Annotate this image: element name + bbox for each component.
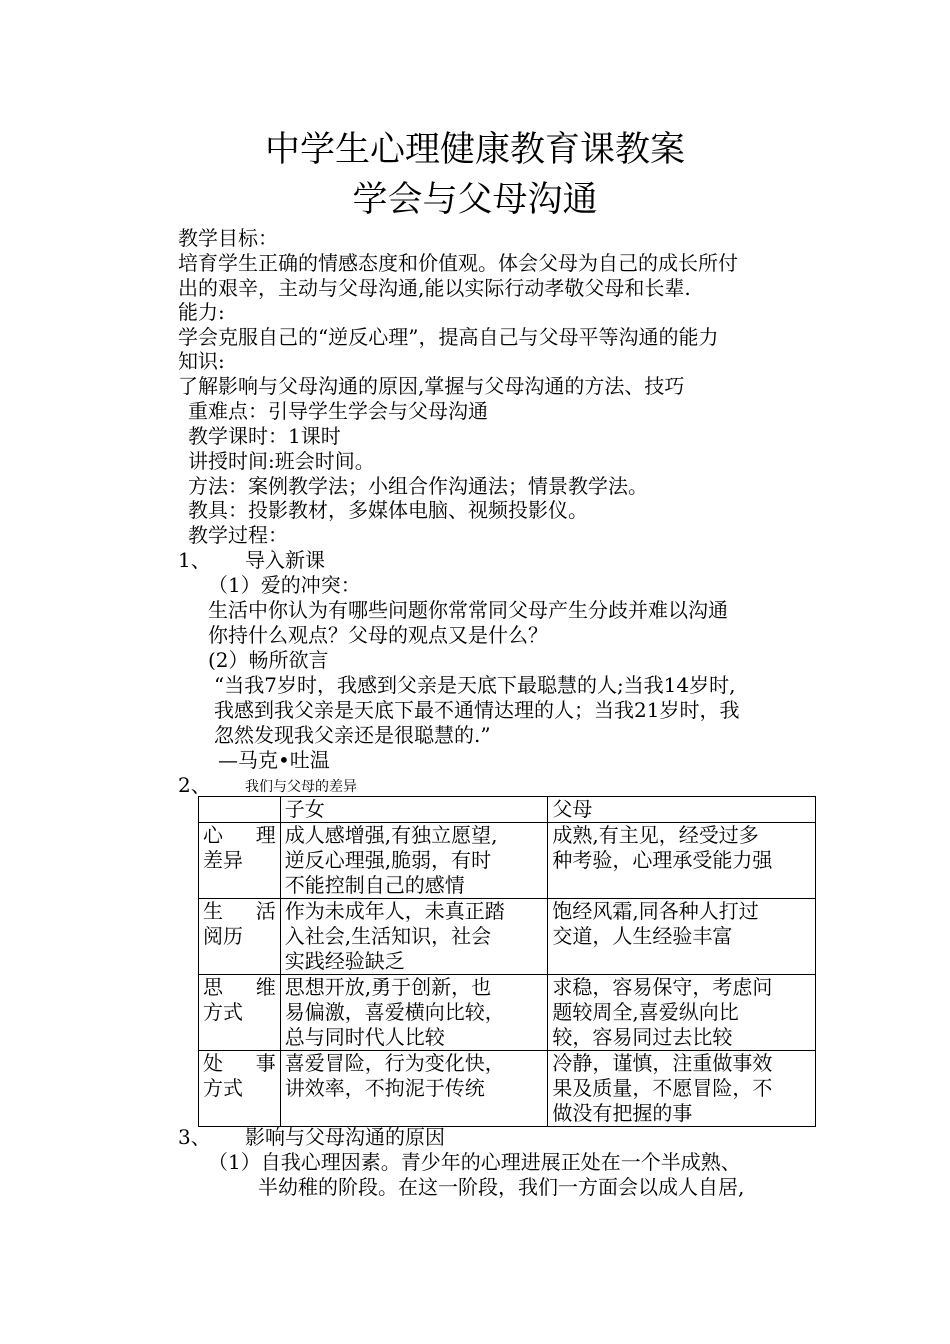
cell-line: 饱经风霜,同各种人打过 (552, 899, 759, 923)
cell-line: 成人感增强,有独立愿望, (284, 823, 498, 847)
row-label-line: 差异 (203, 848, 243, 872)
section-3-item-1-line-2: 半幼稚的阶段。在这一阶段，我们一方面会以成人自居, (258, 1175, 745, 1199)
quote-line-2: 我感到我父亲是天底下最不通情达理的人；当我21岁时，我 (214, 698, 740, 722)
quote-line-1: “当我7岁时，我感到父亲是天底下最聪慧的人;当我14岁时, (214, 673, 736, 697)
parent-cell (548, 899, 816, 975)
table-row (199, 1051, 816, 1127)
cell-line: 冷静，谨慎，注重做事效 (552, 1051, 773, 1075)
knowledge-heading: 知识: (178, 349, 225, 373)
section-1-sub-1-line-1: 生活中你认为有哪些问题你常常同父母产生分歧并难以沟通 (208, 598, 728, 622)
cell-line: 果及质量，不愿冒险，不 (552, 1076, 773, 1100)
section-3-title: 影响与父母沟通的原因 (245, 1125, 445, 1149)
cell-line: 交道，人生经验丰富 (552, 924, 733, 948)
cell-line: 种考验，心理承受能力强 (552, 848, 773, 872)
cell-line: 不能控制自己的感情 (284, 873, 465, 897)
teaching-tools: 教具：投影教材，多媒体电脑、视频投影仪。 (188, 498, 588, 522)
row-label-cell (199, 975, 281, 1051)
child-cell (280, 899, 548, 975)
class-time: 讲授时间:班会时间。 (188, 449, 375, 473)
table-header-cell: 子女 (280, 797, 548, 823)
row-label-cell (199, 823, 281, 899)
row-label-cell (199, 1051, 281, 1127)
parent-cell (548, 1051, 816, 1127)
section-3-item-1-line-1: （1）自我心理因素。青少年的心理进展正处在一个半成熟、 (208, 1150, 741, 1174)
objectives-line-2: 出的艰辛，主动与父母沟通,能以实际行动孝敬父母和长辈. (178, 276, 691, 300)
cell-line: 思想开放,勇于创新，也 (284, 975, 492, 999)
section-3-number: 3、 (178, 1125, 211, 1149)
child-cell (280, 1051, 548, 1127)
key-points: 重难点：引导学生学会与父母沟通 (188, 399, 488, 423)
class-hours: 教学课时：1课时 (188, 424, 341, 448)
objectives-line-1: 培育学生正确的情感态度和价值观。体会父母为自己的成长所付 (178, 251, 738, 275)
process-heading: 教学过程： (188, 523, 288, 547)
table-header-cell: 父母 (548, 797, 816, 823)
cell-line: 易偏激，喜爱横向比较， (284, 1000, 505, 1024)
objectives-heading: 教学目标： (178, 226, 278, 250)
table-row (199, 975, 816, 1051)
row-label-line: 方式 (203, 1076, 243, 1100)
cell-line: 较，容易同过去比较 (552, 1025, 733, 1049)
cell-line: 逆反心理强,脆弱，有时 (284, 848, 492, 872)
row-label-line: 心理 (203, 823, 276, 847)
parent-cell (548, 975, 816, 1051)
section-2-title: 我们与父母的差异 (245, 779, 357, 795)
cell-line: 做没有把握的事 (552, 1101, 693, 1125)
table-header-row (199, 797, 816, 823)
child-cell (280, 823, 548, 899)
parent-cell (548, 823, 816, 899)
row-label-line: 处事 (203, 1051, 276, 1075)
section-1-title: 导入新课 (245, 548, 325, 572)
cell-line: 求稳，容易保守，考虑问 (552, 975, 773, 999)
row-label-cell (199, 899, 281, 975)
ability-text: 学会克服自己的“逆反心理”，提高自己与父母平等沟通的能力 (178, 325, 719, 349)
row-label-line: 思维 (203, 975, 276, 999)
knowledge-text: 了解影响与父母沟通的原因,掌握与父母沟通的方法、技巧 (178, 374, 685, 398)
difference-table (198, 796, 816, 1127)
section-1-sub-1: （1）爱的冲突： (208, 573, 361, 597)
document-title: 中学生心理健康教育课教案 (264, 130, 685, 170)
table-header-cell (199, 797, 281, 823)
cell-line: 讲效率，不拘泥于传统 (284, 1076, 485, 1100)
row-label-line: 阅历 (203, 924, 243, 948)
section-1-sub-1-line-2: 你持什么观点？父母的观点又是什么？ (208, 623, 548, 647)
cell-line: 成熟,有主见，经受过多 (552, 823, 759, 847)
table-row (199, 823, 816, 899)
section-1-sub-2: (2）畅所欲言 (208, 648, 329, 672)
ability-heading: 能力: (178, 300, 225, 324)
cell-line: 实践经验缺乏 (284, 949, 405, 973)
table-row (199, 899, 816, 975)
row-label-line: 方式 (203, 1000, 243, 1024)
row-label-line: 生活 (203, 899, 276, 923)
quote-line-3: 忽然发现我父亲还是很聪慧的.” (214, 723, 491, 747)
section-1-number: 1、 (178, 548, 211, 572)
section-2-number: 2、 (178, 773, 211, 797)
cell-line: 作为未成年人，未真正踏 (284, 899, 505, 923)
document-subtitle: 学会与父母沟通 (352, 180, 598, 220)
cell-line: 入社会,生活知识，社会 (284, 924, 492, 948)
cell-line: 总与同时代人比较 (284, 1025, 445, 1049)
child-cell (280, 975, 548, 1051)
cell-line: 题较周全,喜爱纵向比 (552, 1000, 739, 1024)
quote-author: —马克•吐温 (218, 748, 330, 772)
teaching-methods: 方法：案例教学法；小组合作沟通法；情景教学法。 (188, 474, 648, 498)
cell-line: 喜爱冒险，行为变化快， (284, 1051, 505, 1075)
